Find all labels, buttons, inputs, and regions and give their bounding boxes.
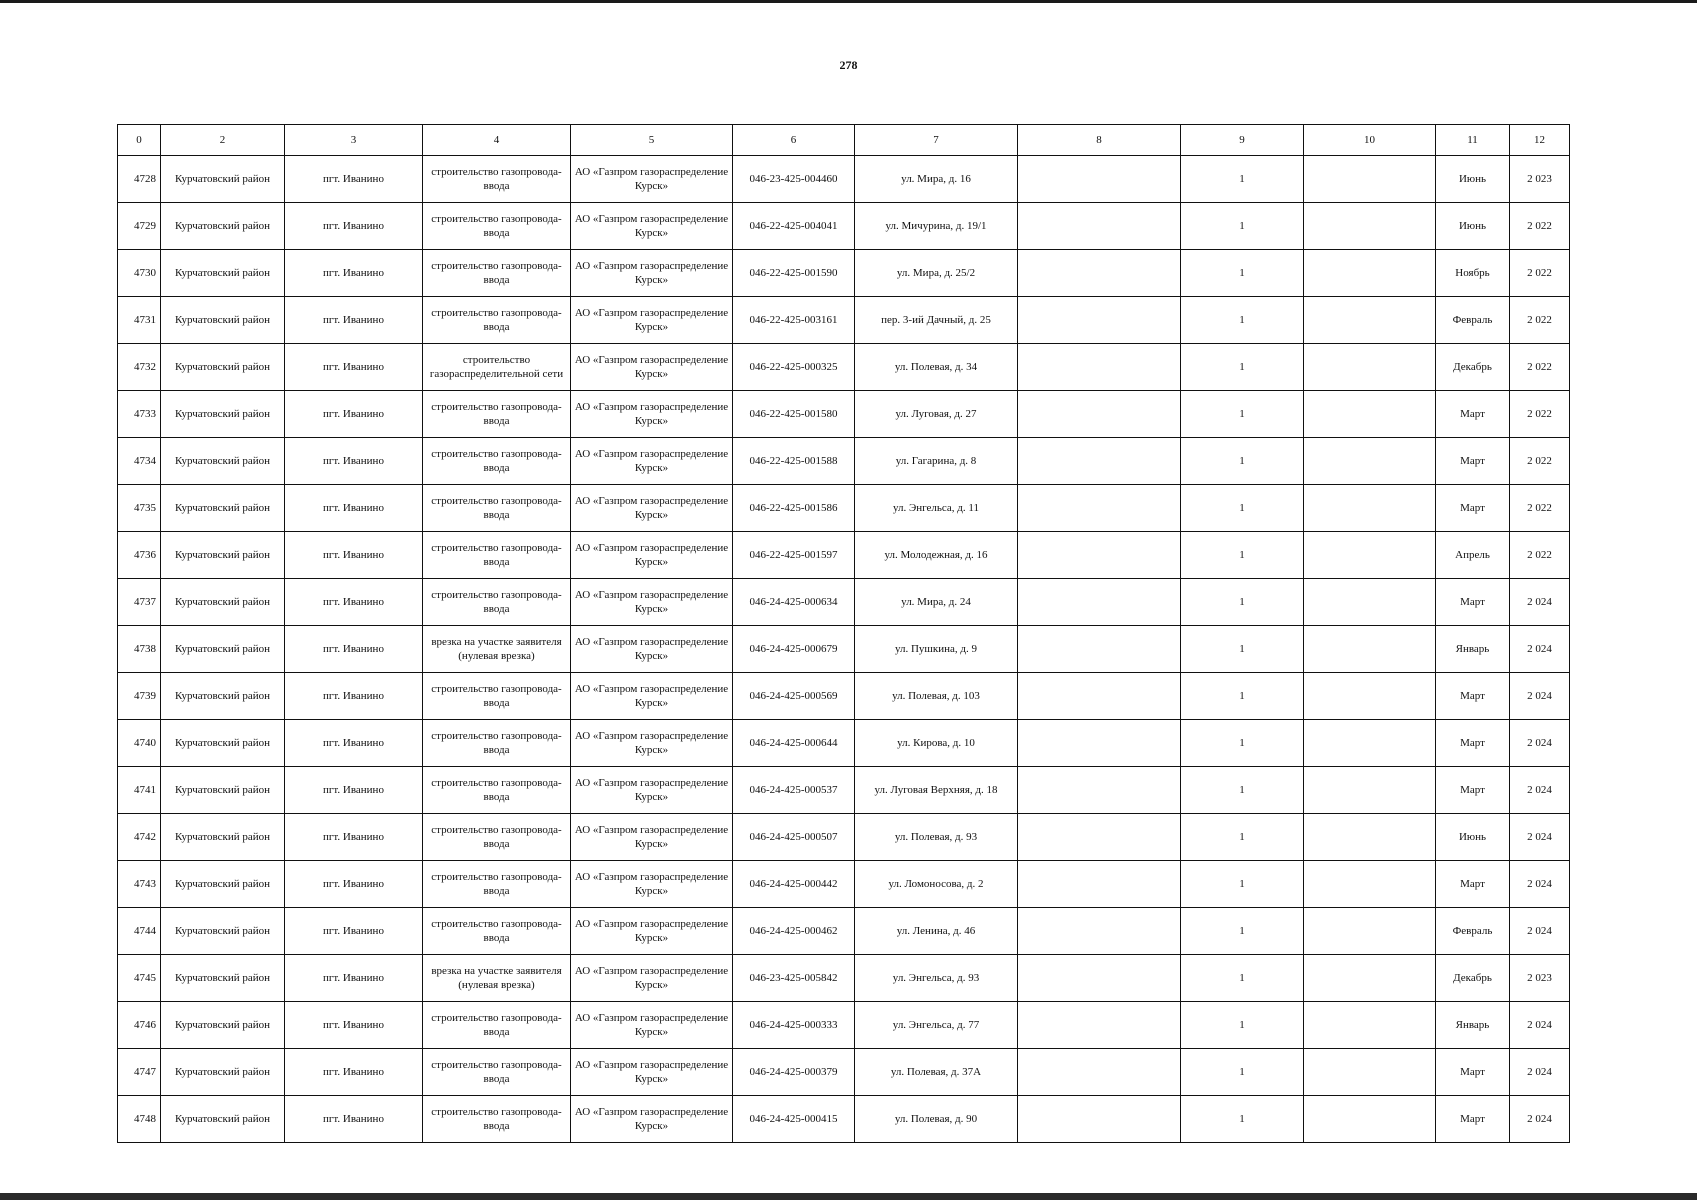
cell-application-number: 046-22-425-001590 bbox=[733, 250, 855, 297]
cell-quantity: 1 bbox=[1181, 814, 1304, 861]
table-row bbox=[118, 955, 1570, 1002]
header-cell-11: 11 bbox=[1436, 125, 1510, 156]
cell-col-10 bbox=[1304, 1049, 1436, 1096]
table-row bbox=[118, 203, 1570, 250]
cell-district: Курчатовский район bbox=[161, 673, 285, 720]
header-cell-0: 0 bbox=[118, 125, 161, 156]
header-cell-8: 8 bbox=[1018, 125, 1181, 156]
cell-col-10 bbox=[1304, 861, 1436, 908]
cell-col-10 bbox=[1304, 767, 1436, 814]
cell-organization: АО «Газпром газораспределение Курск» bbox=[571, 626, 733, 673]
cell-settlement: пгт. Иванино bbox=[285, 767, 423, 814]
cell-row-number: 4746 bbox=[118, 1002, 161, 1049]
cell-address: ул. Полевая, д. 103 bbox=[855, 673, 1018, 720]
cell-work-type: строительство газопровода-ввода bbox=[423, 438, 571, 485]
cell-district: Курчатовский район bbox=[161, 1002, 285, 1049]
cell-application-number: 046-24-425-000537 bbox=[733, 767, 855, 814]
cell-address: ул. Ленина, д. 46 bbox=[855, 908, 1018, 955]
cell-district: Курчатовский район bbox=[161, 532, 285, 579]
cell-month: Июнь bbox=[1436, 156, 1510, 203]
cell-settlement: пгт. Иванино bbox=[285, 1096, 423, 1143]
header-row bbox=[118, 125, 1570, 156]
cell-month: Февраль bbox=[1436, 297, 1510, 344]
cell-row-number: 4741 bbox=[118, 767, 161, 814]
cell-row-number: 4742 bbox=[118, 814, 161, 861]
cell-address: ул. Энгельса, д. 93 bbox=[855, 955, 1018, 1002]
cell-col-8 bbox=[1018, 1049, 1181, 1096]
cell-row-number: 4731 bbox=[118, 297, 161, 344]
cell-year: 2 024 bbox=[1510, 579, 1570, 626]
cell-settlement: пгт. Иванино bbox=[285, 626, 423, 673]
cell-district: Курчатовский район bbox=[161, 767, 285, 814]
cell-quantity: 1 bbox=[1181, 485, 1304, 532]
cell-quantity: 1 bbox=[1181, 156, 1304, 203]
cell-col-10 bbox=[1304, 720, 1436, 767]
cell-year: 2 024 bbox=[1510, 767, 1570, 814]
cell-row-number: 4745 bbox=[118, 955, 161, 1002]
cell-organization: АО «Газпром газораспределение Курск» bbox=[571, 1002, 733, 1049]
cell-organization: АО «Газпром газораспределение Курск» bbox=[571, 861, 733, 908]
cell-district: Курчатовский район bbox=[161, 579, 285, 626]
cell-col-8 bbox=[1018, 203, 1181, 250]
cell-application-number: 046-24-425-000679 bbox=[733, 626, 855, 673]
cell-settlement: пгт. Иванино bbox=[285, 532, 423, 579]
cell-month: Февраль bbox=[1436, 908, 1510, 955]
cell-col-8 bbox=[1018, 720, 1181, 767]
cell-year: 2 024 bbox=[1510, 673, 1570, 720]
table-row bbox=[118, 485, 1570, 532]
cell-application-number: 046-24-425-000634 bbox=[733, 579, 855, 626]
table-row bbox=[118, 673, 1570, 720]
cell-organization: АО «Газпром газораспределение Курск» bbox=[571, 391, 733, 438]
cell-col-10 bbox=[1304, 626, 1436, 673]
cell-row-number: 4747 bbox=[118, 1049, 161, 1096]
cell-quantity: 1 bbox=[1181, 955, 1304, 1002]
cell-year: 2 022 bbox=[1510, 532, 1570, 579]
cell-year: 2 023 bbox=[1510, 955, 1570, 1002]
cell-row-number: 4733 bbox=[118, 391, 161, 438]
cell-col-10 bbox=[1304, 485, 1436, 532]
cell-application-number: 046-24-425-000442 bbox=[733, 861, 855, 908]
cell-settlement: пгт. Иванино bbox=[285, 1002, 423, 1049]
cell-month: Январь bbox=[1436, 1002, 1510, 1049]
cell-work-type: строительство газопровода-ввода bbox=[423, 1096, 571, 1143]
cell-district: Курчатовский район bbox=[161, 1096, 285, 1143]
cell-year: 2 024 bbox=[1510, 720, 1570, 767]
cell-month: Март bbox=[1436, 720, 1510, 767]
table-row bbox=[118, 861, 1570, 908]
cell-organization: АО «Газпром газораспределение Курск» bbox=[571, 532, 733, 579]
cell-application-number: 046-24-425-000333 bbox=[733, 1002, 855, 1049]
cell-settlement: пгт. Иванино bbox=[285, 908, 423, 955]
cell-address: ул. Полевая, д. 34 bbox=[855, 344, 1018, 391]
cell-month: Декабрь bbox=[1436, 344, 1510, 391]
cell-month: Июнь bbox=[1436, 814, 1510, 861]
cell-organization: АО «Газпром газораспределение Курск» bbox=[571, 297, 733, 344]
cell-address: ул. Мира, д. 16 bbox=[855, 156, 1018, 203]
cell-address: ул. Луговая Верхняя, д. 18 bbox=[855, 767, 1018, 814]
cell-col-10 bbox=[1304, 673, 1436, 720]
cell-quantity: 1 bbox=[1181, 626, 1304, 673]
cell-settlement: пгт. Иванино bbox=[285, 203, 423, 250]
cell-settlement: пгт. Иванино bbox=[285, 955, 423, 1002]
cell-col-8 bbox=[1018, 1002, 1181, 1049]
cell-year: 2 022 bbox=[1510, 297, 1570, 344]
cell-work-type: строительство газопровода-ввода bbox=[423, 1002, 571, 1049]
cell-quantity: 1 bbox=[1181, 720, 1304, 767]
cell-col-8 bbox=[1018, 297, 1181, 344]
cell-col-8 bbox=[1018, 438, 1181, 485]
cell-district: Курчатовский район bbox=[161, 391, 285, 438]
cell-quantity: 1 bbox=[1181, 861, 1304, 908]
cell-work-type: строительство газопровода-ввода bbox=[423, 203, 571, 250]
cell-address: ул. Полевая, д. 90 bbox=[855, 1096, 1018, 1143]
cell-month: Март bbox=[1436, 579, 1510, 626]
table-row bbox=[118, 1002, 1570, 1049]
cell-row-number: 4744 bbox=[118, 908, 161, 955]
cell-work-type: врезка на участке заявителя (нулевая врезка) bbox=[423, 626, 571, 673]
cell-month: Март bbox=[1436, 1096, 1510, 1143]
cell-col-10 bbox=[1304, 1096, 1436, 1143]
cell-year: 2 024 bbox=[1510, 814, 1570, 861]
cell-month: Март bbox=[1436, 767, 1510, 814]
cell-row-number: 4740 bbox=[118, 720, 161, 767]
cell-settlement: пгт. Иванино bbox=[285, 391, 423, 438]
cell-district: Курчатовский район bbox=[161, 955, 285, 1002]
cell-col-10 bbox=[1304, 250, 1436, 297]
cell-address: ул. Кирова, д. 10 bbox=[855, 720, 1018, 767]
cell-col-10 bbox=[1304, 579, 1436, 626]
cell-district: Курчатовский район bbox=[161, 250, 285, 297]
cell-col-8 bbox=[1018, 156, 1181, 203]
cell-row-number: 4739 bbox=[118, 673, 161, 720]
cell-col-10 bbox=[1304, 156, 1436, 203]
cell-month: Март bbox=[1436, 673, 1510, 720]
cell-row-number: 4735 bbox=[118, 485, 161, 532]
cell-settlement: пгт. Иванино bbox=[285, 344, 423, 391]
cell-col-8 bbox=[1018, 391, 1181, 438]
table-row bbox=[118, 391, 1570, 438]
cell-settlement: пгт. Иванино bbox=[285, 861, 423, 908]
cell-settlement: пгт. Иванино bbox=[285, 579, 423, 626]
cell-year: 2 022 bbox=[1510, 485, 1570, 532]
cell-address: ул. Луговая, д. 27 bbox=[855, 391, 1018, 438]
cell-row-number: 4738 bbox=[118, 626, 161, 673]
cell-row-number: 4734 bbox=[118, 438, 161, 485]
cell-district: Курчатовский район bbox=[161, 344, 285, 391]
cell-district: Курчатовский район bbox=[161, 297, 285, 344]
cell-col-8 bbox=[1018, 955, 1181, 1002]
cell-application-number: 046-22-425-001586 bbox=[733, 485, 855, 532]
header-cell-10: 10 bbox=[1304, 125, 1436, 156]
cell-work-type: строительство газопровода-ввода bbox=[423, 532, 571, 579]
cell-month: Январь bbox=[1436, 626, 1510, 673]
cell-row-number: 4736 bbox=[118, 532, 161, 579]
cell-col-10 bbox=[1304, 1002, 1436, 1049]
register-table bbox=[117, 124, 1570, 1143]
cell-col-10 bbox=[1304, 203, 1436, 250]
page-number: 278 bbox=[839, 58, 858, 72]
cell-row-number: 4743 bbox=[118, 861, 161, 908]
cell-address: ул. Ломоносова, д. 2 bbox=[855, 861, 1018, 908]
cell-organization: АО «Газпром газораспределение Курск» bbox=[571, 814, 733, 861]
cell-col-8 bbox=[1018, 626, 1181, 673]
cell-application-number: 046-22-425-001580 bbox=[733, 391, 855, 438]
cell-settlement: пгт. Иванино bbox=[285, 814, 423, 861]
cell-organization: АО «Газпром газораспределение Курск» bbox=[571, 767, 733, 814]
cell-work-type: строительство газопровода-ввода bbox=[423, 156, 571, 203]
cell-row-number: 4729 bbox=[118, 203, 161, 250]
cell-year: 2 023 bbox=[1510, 156, 1570, 203]
cell-quantity: 1 bbox=[1181, 344, 1304, 391]
cell-col-10 bbox=[1304, 955, 1436, 1002]
cell-settlement: пгт. Иванино bbox=[285, 297, 423, 344]
cell-district: Курчатовский район bbox=[161, 861, 285, 908]
table-row bbox=[118, 626, 1570, 673]
cell-year: 2 024 bbox=[1510, 1096, 1570, 1143]
cell-quantity: 1 bbox=[1181, 673, 1304, 720]
cell-row-number: 4730 bbox=[118, 250, 161, 297]
cell-quantity: 1 bbox=[1181, 1096, 1304, 1143]
table-row bbox=[118, 720, 1570, 767]
cell-district: Курчатовский район bbox=[161, 908, 285, 955]
cell-organization: АО «Газпром газораспределение Курск» bbox=[571, 720, 733, 767]
cell-district: Курчатовский район bbox=[161, 1049, 285, 1096]
cell-col-8 bbox=[1018, 485, 1181, 532]
header-cell-3: 3 bbox=[285, 125, 423, 156]
cell-settlement: пгт. Иванино bbox=[285, 1049, 423, 1096]
cell-month: Март bbox=[1436, 485, 1510, 532]
header-cell-4: 4 bbox=[423, 125, 571, 156]
cell-district: Курчатовский район bbox=[161, 156, 285, 203]
header-cell-2: 2 bbox=[161, 125, 285, 156]
cell-month: Март bbox=[1436, 438, 1510, 485]
cell-application-number: 046-23-425-005842 bbox=[733, 955, 855, 1002]
cell-organization: АО «Газпром газораспределение Курск» bbox=[571, 203, 733, 250]
cell-year: 2 022 bbox=[1510, 391, 1570, 438]
cell-col-8 bbox=[1018, 861, 1181, 908]
cell-col-10 bbox=[1304, 344, 1436, 391]
cell-col-8 bbox=[1018, 767, 1181, 814]
cell-work-type: строительство газопровода-ввода bbox=[423, 861, 571, 908]
cell-quantity: 1 bbox=[1181, 438, 1304, 485]
cell-quantity: 1 bbox=[1181, 532, 1304, 579]
cell-col-10 bbox=[1304, 908, 1436, 955]
cell-row-number: 4737 bbox=[118, 579, 161, 626]
table-row bbox=[118, 1049, 1570, 1096]
cell-district: Курчатовский район bbox=[161, 438, 285, 485]
header-cell-12: 12 bbox=[1510, 125, 1570, 156]
table-row bbox=[118, 250, 1570, 297]
cell-row-number: 4728 bbox=[118, 156, 161, 203]
table-row bbox=[118, 156, 1570, 203]
cell-year: 2 022 bbox=[1510, 250, 1570, 297]
cell-year: 2 022 bbox=[1510, 203, 1570, 250]
cell-application-number: 046-24-425-000379 bbox=[733, 1049, 855, 1096]
cell-quantity: 1 bbox=[1181, 1002, 1304, 1049]
cell-application-number: 046-24-425-000569 bbox=[733, 673, 855, 720]
cell-settlement: пгт. Иванино bbox=[285, 156, 423, 203]
cell-year: 2 024 bbox=[1510, 626, 1570, 673]
cell-col-10 bbox=[1304, 814, 1436, 861]
cell-application-number: 046-22-425-003161 bbox=[733, 297, 855, 344]
cell-quantity: 1 bbox=[1181, 250, 1304, 297]
cell-work-type: врезка на участке заявителя (нулевая врезка) bbox=[423, 955, 571, 1002]
scan-edge-bottom bbox=[0, 1193, 1697, 1200]
cell-address: ул. Мичурина, д. 19/1 bbox=[855, 203, 1018, 250]
header-cell-5: 5 bbox=[571, 125, 733, 156]
cell-quantity: 1 bbox=[1181, 203, 1304, 250]
cell-organization: АО «Газпром газораспределение Курск» bbox=[571, 1049, 733, 1096]
cell-year: 2 022 bbox=[1510, 438, 1570, 485]
cell-work-type: строительство газопровода-ввода bbox=[423, 485, 571, 532]
cell-quantity: 1 bbox=[1181, 908, 1304, 955]
table-row bbox=[118, 767, 1570, 814]
cell-organization: АО «Газпром газораспределение Курск» bbox=[571, 485, 733, 532]
cell-work-type: строительство газопровода-ввода bbox=[423, 250, 571, 297]
cell-col-10 bbox=[1304, 532, 1436, 579]
cell-district: Курчатовский район bbox=[161, 720, 285, 767]
cell-work-type: строительство газопровода-ввода bbox=[423, 1049, 571, 1096]
cell-application-number: 046-22-425-004041 bbox=[733, 203, 855, 250]
cell-organization: АО «Газпром газораспределение Курск» bbox=[571, 344, 733, 391]
cell-application-number: 046-24-425-000507 bbox=[733, 814, 855, 861]
table-row bbox=[118, 532, 1570, 579]
cell-quantity: 1 bbox=[1181, 297, 1304, 344]
cell-quantity: 1 bbox=[1181, 579, 1304, 626]
cell-col-8 bbox=[1018, 344, 1181, 391]
cell-organization: АО «Газпром газораспределение Курск» bbox=[571, 673, 733, 720]
cell-col-8 bbox=[1018, 814, 1181, 861]
cell-district: Курчатовский район bbox=[161, 203, 285, 250]
table-row bbox=[118, 1096, 1570, 1143]
cell-district: Курчатовский район bbox=[161, 814, 285, 861]
cell-year: 2 024 bbox=[1510, 1002, 1570, 1049]
cell-row-number: 4732 bbox=[118, 344, 161, 391]
cell-organization: АО «Газпром газораспределение Курск» bbox=[571, 579, 733, 626]
cell-organization: АО «Газпром газораспределение Курск» bbox=[571, 156, 733, 203]
cell-application-number: 046-22-425-000325 bbox=[733, 344, 855, 391]
table-row bbox=[118, 438, 1570, 485]
cell-address: ул. Гагарина, д. 8 bbox=[855, 438, 1018, 485]
table-body bbox=[118, 156, 1570, 1143]
cell-address: ул. Молодежная, д. 16 bbox=[855, 532, 1018, 579]
header-cell-7: 7 bbox=[855, 125, 1018, 156]
table-row bbox=[118, 814, 1570, 861]
cell-month: Ноябрь bbox=[1436, 250, 1510, 297]
cell-month: Декабрь bbox=[1436, 955, 1510, 1002]
cell-col-8 bbox=[1018, 1096, 1181, 1143]
table-row bbox=[118, 297, 1570, 344]
cell-address: пер. 3-ий Дачный, д. 25 bbox=[855, 297, 1018, 344]
cell-work-type: строительство газопровода-ввода bbox=[423, 579, 571, 626]
cell-work-type: строительство газопровода-ввода bbox=[423, 720, 571, 767]
cell-organization: АО «Газпром газораспределение Курск» bbox=[571, 250, 733, 297]
cell-application-number: 046-24-425-000415 bbox=[733, 1096, 855, 1143]
cell-col-10 bbox=[1304, 438, 1436, 485]
cell-month: Июнь bbox=[1436, 203, 1510, 250]
cell-work-type: строительство газопровода-ввода bbox=[423, 673, 571, 720]
cell-month: Март bbox=[1436, 391, 1510, 438]
cell-settlement: пгт. Иванино bbox=[285, 438, 423, 485]
cell-address: ул. Полевая, д. 93 bbox=[855, 814, 1018, 861]
cell-application-number: 046-23-425-004460 bbox=[733, 156, 855, 203]
cell-col-10 bbox=[1304, 297, 1436, 344]
cell-address: ул. Полевая, д. 37А bbox=[855, 1049, 1018, 1096]
cell-application-number: 046-24-425-000644 bbox=[733, 720, 855, 767]
cell-organization: АО «Газпром газораспределение Курск» bbox=[571, 955, 733, 1002]
cell-work-type: строительство газопровода-ввода bbox=[423, 908, 571, 955]
cell-row-number: 4748 bbox=[118, 1096, 161, 1143]
cell-year: 2 024 bbox=[1510, 1049, 1570, 1096]
cell-col-8 bbox=[1018, 908, 1181, 955]
cell-col-8 bbox=[1018, 250, 1181, 297]
cell-year: 2 024 bbox=[1510, 908, 1570, 955]
cell-district: Курчатовский район bbox=[161, 626, 285, 673]
cell-work-type: строительство газопровода-ввода bbox=[423, 391, 571, 438]
cell-organization: АО «Газпром газораспределение Курск» bbox=[571, 438, 733, 485]
cell-month: Март bbox=[1436, 1049, 1510, 1096]
cell-application-number: 046-22-425-001588 bbox=[733, 438, 855, 485]
cell-settlement: пгт. Иванино bbox=[285, 720, 423, 767]
cell-work-type: строительство газопровода-ввода bbox=[423, 297, 571, 344]
cell-month: Апрель bbox=[1436, 532, 1510, 579]
cell-col-8 bbox=[1018, 532, 1181, 579]
cell-col-8 bbox=[1018, 673, 1181, 720]
cell-work-type: строительство газопровода-ввода bbox=[423, 814, 571, 861]
cell-address: ул. Энгельса, д. 11 bbox=[855, 485, 1018, 532]
cell-organization: АО «Газпром газораспределение Курск» bbox=[571, 908, 733, 955]
cell-year: 2 024 bbox=[1510, 861, 1570, 908]
cell-quantity: 1 bbox=[1181, 1049, 1304, 1096]
table-row bbox=[118, 344, 1570, 391]
cell-quantity: 1 bbox=[1181, 391, 1304, 438]
cell-address: ул. Энгельса, д. 77 bbox=[855, 1002, 1018, 1049]
cell-work-type: строительство газораспределительной сети bbox=[423, 344, 571, 391]
cell-address: ул. Пушкина, д. 9 bbox=[855, 626, 1018, 673]
cell-district: Курчатовский район bbox=[161, 485, 285, 532]
table-row bbox=[118, 579, 1570, 626]
header-cell-9: 9 bbox=[1181, 125, 1304, 156]
cell-settlement: пгт. Иванино bbox=[285, 485, 423, 532]
cell-address: ул. Мира, д. 24 bbox=[855, 579, 1018, 626]
header-cell-6: 6 bbox=[733, 125, 855, 156]
cell-work-type: строительство газопровода-ввода bbox=[423, 767, 571, 814]
cell-col-10 bbox=[1304, 391, 1436, 438]
cell-settlement: пгт. Иванино bbox=[285, 673, 423, 720]
scan-edge-top bbox=[0, 0, 1697, 3]
table-row bbox=[118, 908, 1570, 955]
cell-month: Март bbox=[1436, 861, 1510, 908]
cell-organization: АО «Газпром газораспределение Курск» bbox=[571, 1096, 733, 1143]
cell-application-number: 046-22-425-001597 bbox=[733, 532, 855, 579]
cell-address: ул. Мира, д. 25/2 bbox=[855, 250, 1018, 297]
cell-settlement: пгт. Иванино bbox=[285, 250, 423, 297]
cell-col-8 bbox=[1018, 579, 1181, 626]
cell-quantity: 1 bbox=[1181, 767, 1304, 814]
cell-application-number: 046-24-425-000462 bbox=[733, 908, 855, 955]
cell-year: 2 022 bbox=[1510, 344, 1570, 391]
